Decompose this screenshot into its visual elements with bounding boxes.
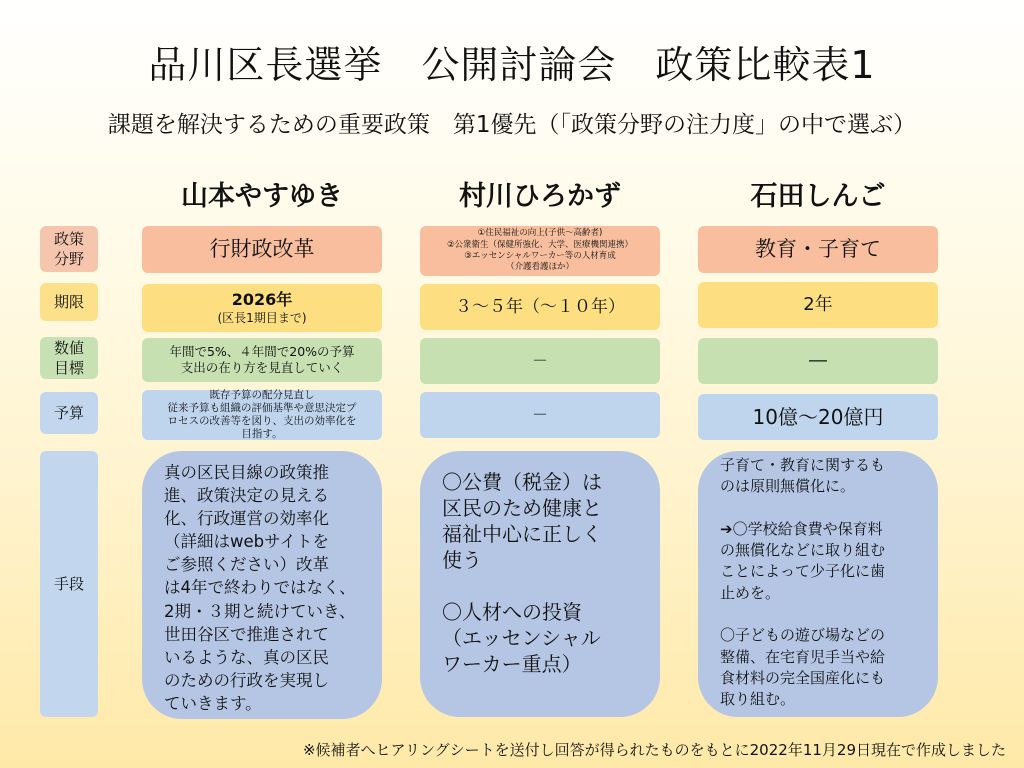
ishida-budget: 10億～20億円 [698,394,938,440]
murakawa-policy-field: ①住民福祉の向上(子供～高齢者) ②公衆衛生（保健所強化、大学、医療機関連携） ③エッセンシャルワーカー等の人材育成 （介護看護ほか） [420,226,660,276]
yamamoto-deadline [142,284,382,332]
row-label-budget: 予算 [40,392,98,434]
yamamoto-deadline-main: 2026年 [231,289,293,309]
ishida-deadline: 2年 [698,282,938,328]
row-label-numeric-target-line1: 数値 [53,338,84,357]
row-label-policy-field [40,226,98,272]
ishida-means-text: 子育て・教育に関するも のは原則無償化に。 ➔〇学校給食費や保育料 の無償化などに取り組む ことによって少子化に歯 止めを。 〇子どもの遊び場などの 整備、在宅育児手当や給 食材料の完全国産化にも 取り組む。 [720,456,886,709]
candidate-name-ishida: 石田しんご [750,181,886,212]
yamamoto-means-text: 真の区民目線の政策推 進、政策決定の見える 化、行政運営の効率化 （詳細はwebサイトを ご参照ください）改革 は4年で終わりではなく、 2期・３期と続けていき、 世田谷区で推進されて いるような、真の区民 のための行政を実現し ていきます。 [164,463,356,713]
row-label-numeric-target [40,337,98,379]
candidate-name-murakawa: 村川ひろかず [459,181,621,212]
yamamoto-policy-field: 行財政改革 [142,226,382,273]
row-label-numeric-target-line2: 目標 [53,359,84,377]
yamamoto-deadline-sub: (区長1期目まで) [217,310,307,325]
murakawa-means [420,451,660,717]
row-label-policy-field-line2: 分野 [53,250,84,268]
murakawa-numeric-target: － [420,338,660,384]
yamamoto-means [142,451,382,719]
page-title: 品川区長選挙 公開討論会 政策比較表1 [148,43,876,87]
murakawa-budget: － [420,392,660,438]
yamamoto-budget: 既存予算の配分見直し 従来予算も組織の評価基準や意思決定プ ロセスの改善等を図り、支出の効率化を 目指す。 [142,390,382,440]
yamamoto-numeric-target: 年間で5%、４年間で20%の予算 支出の在り方を見直していく [142,338,382,382]
murakawa-means-text: 〇公費（税金）は 区民のため健康と 福祉中心に正しく 使う 〇人材への投資 （エッセンシャル ワーカー重点） [442,470,602,676]
murakawa-deadline: ３～５年（～１０年） [420,284,660,330]
row-label-means: 手段 [40,451,98,717]
row-label-policy-field-line1: 政策 [53,229,84,248]
page-subtitle: 課題を解決するための重要政策 第1優先（「政策分野の注力度」の中で選ぶ） [107,112,917,138]
ishida-means [698,451,938,717]
candidate-name-yamamoto: 山本やすゆき [181,181,343,212]
footnote: ※候補者へヒアリングシートを送付し回答が得られたものをもとに2022年11月29日現在で作成しました [302,741,1006,759]
ishida-numeric-target: ― [698,338,938,384]
row-label-deadline: 期限 [40,283,98,321]
ishida-policy-field: 教育・子育て [698,226,938,273]
